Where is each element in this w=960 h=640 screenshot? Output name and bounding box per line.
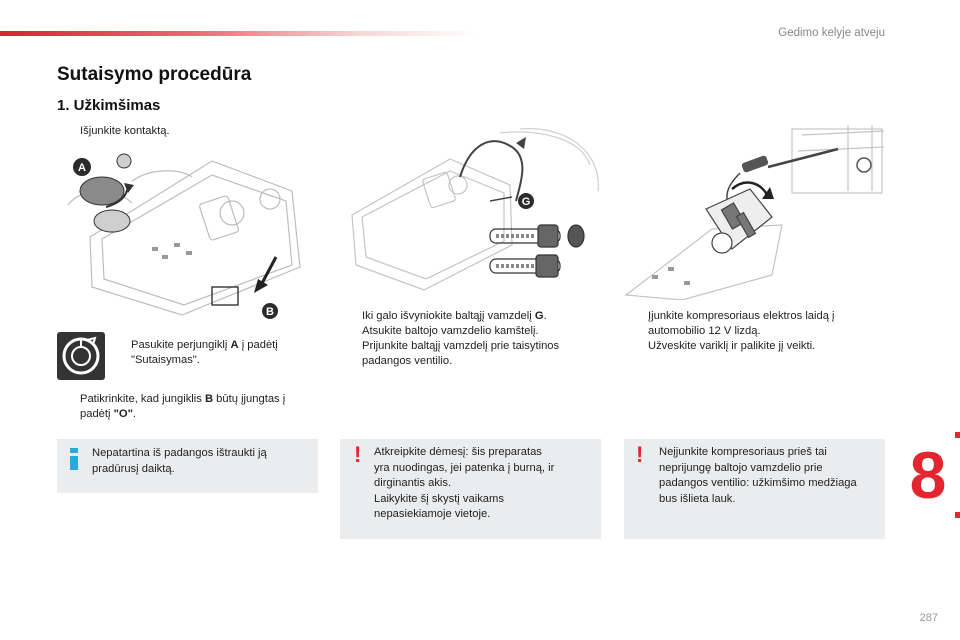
warning-icon: ! [354, 442, 362, 467]
note-text: dirginantis akis. [374, 477, 452, 489]
info-note [57, 439, 318, 493]
step-text: Užveskite variklį ir palikite jį veikti. [648, 340, 816, 352]
page-title: Sutaisymo procedūra [57, 64, 252, 85]
header-accent-bar [0, 31, 480, 36]
note-text: pradūrusį daiktą. [92, 462, 175, 475]
step-text: Pasukite perjungiklį A į padėtį "Sutaisymas". [131, 339, 278, 366]
warning-note-compressor [624, 439, 885, 539]
note-text: nepasiekiamoje vietoje. [374, 508, 491, 520]
repair-kit-illustration-2 [340, 125, 602, 300]
note-text: Atkreipkite dėmesį: šis preparatas [374, 446, 542, 458]
callout-b: B [266, 306, 274, 318]
warning-icon: ! [636, 442, 644, 467]
page-number: 287 [919, 612, 938, 624]
section-title: Gedimo kelyje atveju [778, 27, 885, 39]
note-text: padangos ventilio: užkimšimo medžiaga [659, 477, 857, 489]
note-text: Nepatartina iš padangos ištraukti ją [92, 447, 267, 459]
callout-g: G [521, 196, 531, 208]
chapter-number: 8 [896, 438, 960, 512]
note-text: neprijungę baltojo vamzdelio prie [659, 461, 823, 474]
note-text: yra nuodingas, jei patenka į burną, ir [374, 461, 555, 474]
step-text: Išjunkite kontaktą. [80, 125, 170, 137]
note-text: bus išlieta lauk. [659, 492, 736, 505]
step-text: Iki galo išvyniokite baltąjį vamzdelį G. [362, 310, 547, 322]
callout-a: A [78, 162, 86, 174]
note-text: Laikykite šį skystį vaikams [374, 492, 504, 505]
step-text: Prijunkite baltąjį vamzdelį prie taisytinos padangos ventilio. [362, 340, 560, 367]
knob-symbol-icon [57, 332, 105, 380]
note-text: Neįjunkite kompresoriaus prieš tai [659, 446, 827, 458]
repair-kit-illustration-3 [622, 125, 886, 300]
section-subtitle: 1. Užkimšimas [57, 97, 161, 114]
info-icon [67, 448, 81, 470]
step-text: Įjunkite kompresoriaus elektros laidą į automobilio 12 V lizdą. [648, 310, 835, 337]
step-text: Patikrinkite, kad jungiklis B būtų įjungtas į padėtį "O". [80, 393, 286, 420]
repair-kit-illustration-1 [62, 147, 314, 319]
warning-note-toxic [340, 439, 601, 539]
step-text: Atsukite baltojo vamzdelio kamštelį. [362, 325, 539, 337]
